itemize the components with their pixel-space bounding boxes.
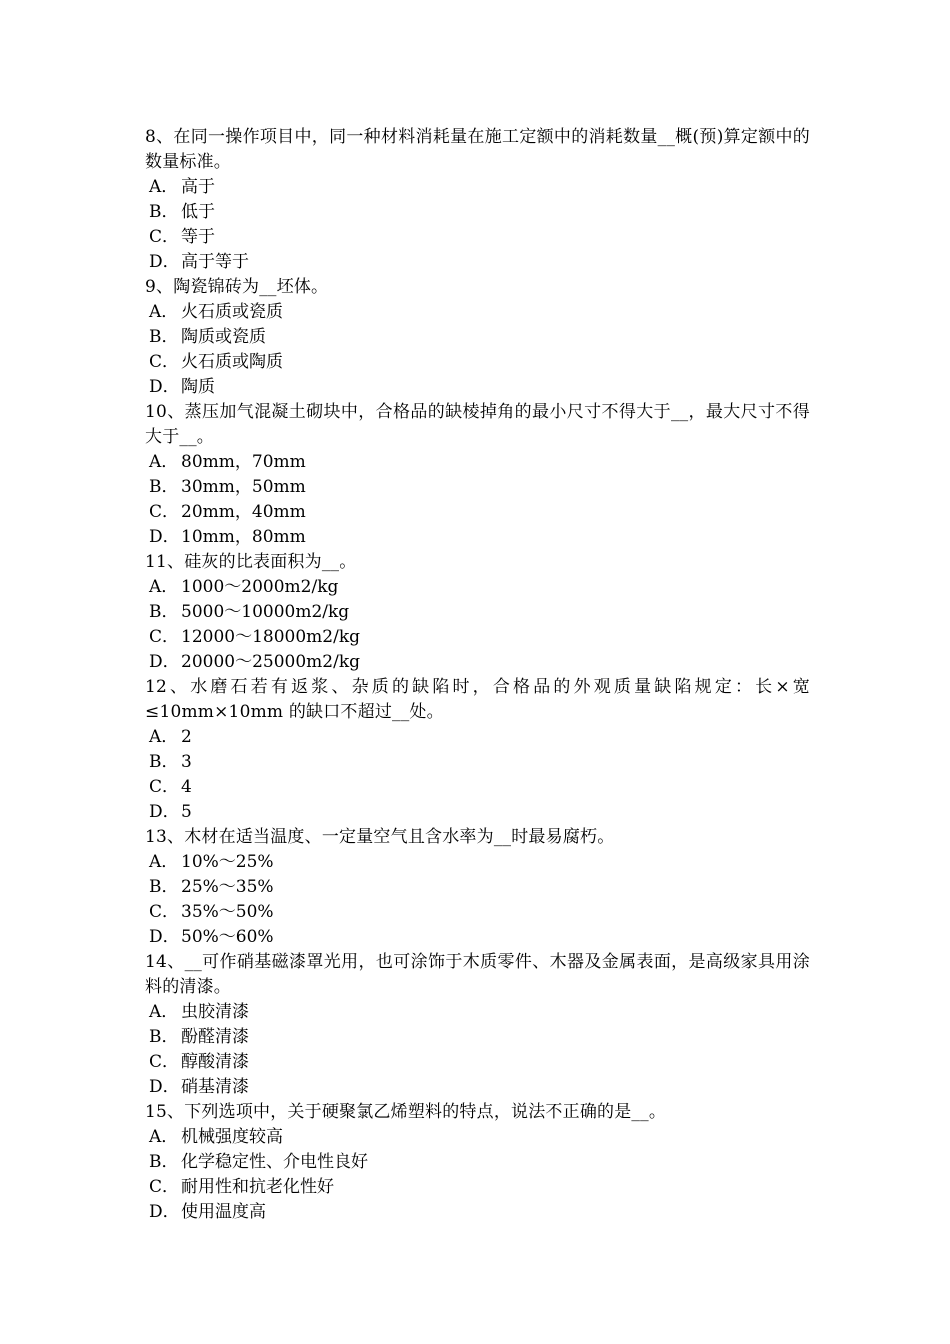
option-a bbox=[145, 1125, 810, 1150]
option-a bbox=[145, 1000, 810, 1025]
question-13 bbox=[145, 825, 810, 950]
option-text: 1000～2000m2/kg bbox=[181, 577, 339, 597]
option-letter: B． bbox=[149, 477, 179, 497]
option-a bbox=[145, 175, 810, 200]
question-text: 14、__可作硝基磁漆罩光用，也可涂饰于木质零件、木器及金属表面，是高级家具用涂料的清漆。 bbox=[145, 952, 810, 997]
option-text: 80mm，70mm bbox=[181, 452, 306, 472]
option-letter: A． bbox=[149, 177, 179, 197]
option-letter: A． bbox=[149, 302, 179, 322]
option-a bbox=[145, 850, 810, 875]
option-text: 50%～60% bbox=[181, 927, 274, 947]
option-letter: D． bbox=[149, 252, 180, 272]
option-letter: A． bbox=[149, 1127, 179, 1147]
option-letter: A． bbox=[149, 577, 179, 597]
option-letter: B． bbox=[149, 327, 179, 347]
option-text: 陶质或瓷质 bbox=[181, 327, 266, 347]
option-d bbox=[145, 525, 810, 550]
option-a bbox=[145, 300, 810, 325]
option-text: 25%～35% bbox=[181, 877, 274, 897]
option-letter: D． bbox=[149, 927, 180, 947]
option-text: 硝基清漆 bbox=[181, 1077, 249, 1097]
option-letter: B． bbox=[149, 1027, 179, 1047]
option-letter: C． bbox=[149, 627, 180, 647]
option-text: 35%～50% bbox=[181, 902, 274, 922]
option-letter: C． bbox=[149, 777, 180, 797]
option-text: 10%～25% bbox=[181, 852, 274, 872]
option-b bbox=[145, 475, 810, 500]
option-text: 使用温度高 bbox=[181, 1202, 266, 1222]
option-c bbox=[145, 500, 810, 525]
question-text: 11、硅灰的比表面积为__。 bbox=[145, 552, 357, 572]
option-c bbox=[145, 225, 810, 250]
option-d bbox=[145, 650, 810, 675]
option-text: 2 bbox=[181, 727, 192, 747]
option-letter: D． bbox=[149, 652, 180, 672]
option-a bbox=[145, 450, 810, 475]
option-letter: C． bbox=[149, 902, 180, 922]
question-12 bbox=[145, 675, 810, 825]
option-text: 醇酸清漆 bbox=[181, 1052, 249, 1072]
option-c bbox=[145, 1175, 810, 1200]
option-a bbox=[145, 725, 810, 750]
option-b bbox=[145, 750, 810, 775]
option-text: 陶质 bbox=[181, 377, 215, 397]
option-letter: D． bbox=[149, 1202, 180, 1222]
option-a bbox=[145, 575, 810, 600]
option-text: 耐用性和抗老化性好 bbox=[181, 1177, 334, 1197]
option-text: 低于 bbox=[181, 202, 215, 222]
option-letter: B． bbox=[149, 1152, 179, 1172]
question-text: 12、水磨石若有返浆、杂质的缺陷时，合格品的外观质量缺陷规定：长×宽≤10mm×10mm 的缺口不超过__处。 bbox=[145, 677, 810, 722]
option-text: 5000～10000m2/kg bbox=[181, 602, 350, 622]
option-text: 20mm，40mm bbox=[181, 502, 306, 522]
option-letter: D． bbox=[149, 1077, 180, 1097]
option-text: 化学稳定性、介电性良好 bbox=[181, 1152, 368, 1172]
option-letter: C． bbox=[149, 1052, 180, 1072]
question-8 bbox=[145, 125, 810, 275]
question-text: 10、蒸压加气混凝土砌块中，合格品的缺棱掉角的最小尺寸不得大于__，最大尺寸不得大于__。 bbox=[145, 402, 810, 447]
option-letter: A． bbox=[149, 727, 179, 747]
option-c bbox=[145, 775, 810, 800]
option-letter: C． bbox=[149, 502, 180, 522]
question-text: 15、下列选项中，关于硬聚氯乙烯塑料的特点，说法不正确的是__。 bbox=[145, 1102, 667, 1122]
option-letter: D． bbox=[149, 377, 180, 397]
option-text: 高于等于 bbox=[181, 252, 249, 272]
question-text: 13、木材在适当温度、一定量空气且含水率为__时最易腐朽。 bbox=[145, 827, 615, 847]
option-letter: B． bbox=[149, 877, 179, 897]
option-letter: C． bbox=[149, 227, 180, 247]
option-c bbox=[145, 625, 810, 650]
question-text: 9、陶瓷锦砖为__坯体。 bbox=[145, 277, 329, 297]
option-text: 10mm，80mm bbox=[181, 527, 306, 547]
question-9 bbox=[145, 275, 810, 400]
question-11 bbox=[145, 550, 810, 675]
option-letter: C． bbox=[149, 1177, 180, 1197]
option-c bbox=[145, 1050, 810, 1075]
option-text: 高于 bbox=[181, 177, 215, 197]
question-14 bbox=[145, 950, 810, 1100]
option-b bbox=[145, 875, 810, 900]
option-letter: B． bbox=[149, 602, 179, 622]
option-text: 虫胶清漆 bbox=[181, 1002, 249, 1022]
option-text: 酚醛清漆 bbox=[181, 1027, 249, 1047]
option-letter: C． bbox=[149, 352, 180, 372]
option-text: 3 bbox=[181, 752, 192, 772]
option-text: 火石质或陶质 bbox=[181, 352, 283, 372]
option-text: 火石质或瓷质 bbox=[181, 302, 283, 322]
option-letter: A． bbox=[149, 1002, 179, 1022]
option-letter: B． bbox=[149, 202, 179, 222]
option-text: 30mm，50mm bbox=[181, 477, 306, 497]
question-15 bbox=[145, 1100, 810, 1225]
option-b bbox=[145, 200, 810, 225]
option-text: 4 bbox=[181, 777, 192, 797]
option-letter: D． bbox=[149, 802, 180, 822]
option-letter: A． bbox=[149, 452, 179, 472]
option-letter: D． bbox=[149, 527, 180, 547]
question-10 bbox=[145, 400, 810, 550]
option-d bbox=[145, 1075, 810, 1100]
option-b bbox=[145, 325, 810, 350]
option-d bbox=[145, 925, 810, 950]
option-c bbox=[145, 350, 810, 375]
option-b bbox=[145, 600, 810, 625]
option-text: 机械强度较高 bbox=[181, 1127, 283, 1147]
option-d bbox=[145, 250, 810, 275]
option-text: 等于 bbox=[181, 227, 215, 247]
option-letter: B． bbox=[149, 752, 179, 772]
option-c bbox=[145, 900, 810, 925]
option-b bbox=[145, 1025, 810, 1050]
option-b bbox=[145, 1150, 810, 1175]
option-text: 12000～18000m2/kg bbox=[181, 627, 361, 647]
option-letter: A． bbox=[149, 852, 179, 872]
question-list bbox=[145, 125, 810, 1225]
option-text: 5 bbox=[181, 802, 192, 822]
option-text: 20000～25000m2/kg bbox=[181, 652, 361, 672]
option-d bbox=[145, 375, 810, 400]
option-d bbox=[145, 1200, 810, 1225]
option-d bbox=[145, 800, 810, 825]
question-text: 8、在同一操作项目中，同一种材料消耗量在施工定额中的消耗数量__概(预)算定额中的数量标准。 bbox=[145, 127, 810, 172]
